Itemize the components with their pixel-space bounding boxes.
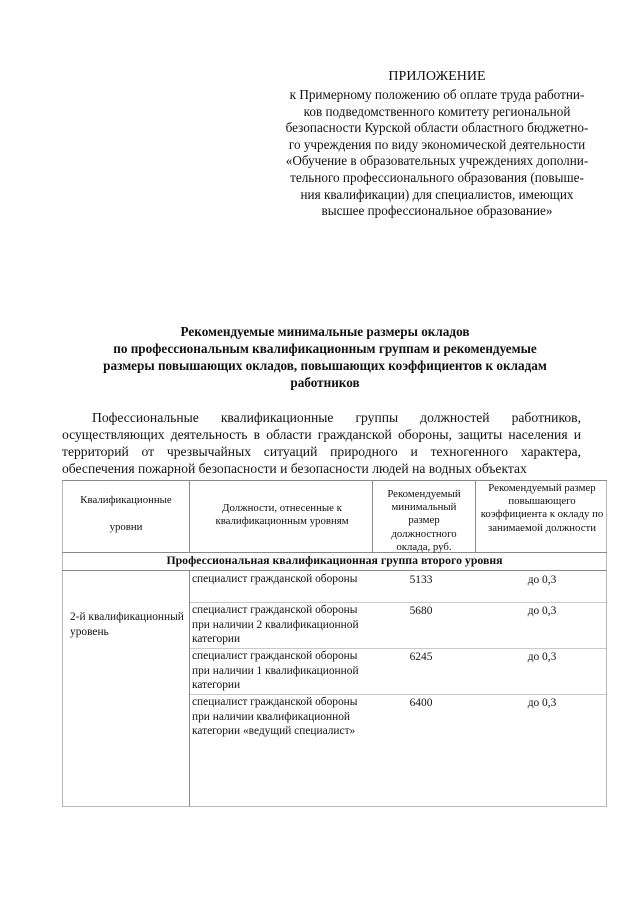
group-title: Профессиональная квалификационная группа второго уровня [166,553,503,567]
heading-line: по профессиональным квалификационным группам и рекомендуемые [113,341,537,356]
appendix-line: «Обучение в образовательных учреждениях дополни- [285,153,589,169]
position-cell: специалист гражданской обороны [192,573,358,585]
header-coefficient: Рекомендуемый размер повышающего коэффициента к окладу по занимаемой должности [480,482,604,534]
table-border [62,480,63,807]
qualification-level: 2-й квалификационный уровень [70,611,184,638]
salary-cell: 5133 [409,574,433,586]
salary-cell: 5680 [409,605,433,617]
heading-line: работников [290,375,360,390]
appendix-line: го учреждения по виду экономической деятельности [288,136,586,152]
column-divider [189,570,190,806]
salary-table [62,480,607,807]
coefficient-cell: до 0,3 [527,651,557,663]
coefficient-cell: до 0,3 [527,605,557,617]
header-level-line: Квалификационные [80,494,172,506]
header-level-line: уровни [109,521,143,534]
appendix-title: ПРИЛОЖЕНИЕ [388,69,486,84]
column-divider [189,480,190,552]
table-border [62,806,607,807]
header-salary: Рекомендуемый минимальный размер должностного оклада, руб. [387,488,461,553]
header-position: Должности, отнесенные к квалификационным уровням [215,502,349,528]
heading-line: Рекомендуемые минимальные размеры окладов [180,324,470,339]
column-divider [372,480,373,552]
appendix-line: безопасности Курской области областного бюджетно- [285,120,589,136]
intro-paragraph: Пофессиональные квалификационные группы должностей работников, осуществляющих деятельность в области гражданской обороны, защиты населения и территорий от чрезвычайных ситуаций природного и техногенного характера, обеспечения пожарной безопасности и безопасности людей на водных объектах [62,410,581,476]
appendix-line: тельного профессионального образования (повыше- [290,169,584,185]
heading-line: размеры повышающих окладов, повышающих коэффициентов к окладам [103,358,547,373]
salary-cell: 6245 [409,651,433,663]
row-divider [62,570,607,571]
appendix-block [262,68,612,220]
appendix-line: высшее профессиональное образование» [321,203,553,219]
position-cell: специалист гражданской обороны при наличии квалификационной категории «ведущий специалист» [192,696,358,737]
salary-cell: 6400 [409,697,433,709]
table-border [62,480,607,481]
position-cell: специалист гражданской обороны при наличии 1 квалификационной категории [192,650,359,691]
coefficient-cell: до 0,3 [527,697,557,709]
appendix-line: к Примерному положению об оплате труда работни- [289,87,585,102]
header-level [66,494,186,534]
coefficient-cell: до 0,3 [527,574,557,586]
column-divider [475,480,476,552]
document-heading [92,323,558,391]
table-border [606,480,607,807]
appendix-line: ков подведомственного комитету региональной [303,103,571,119]
appendix-line: ния квалификации) для специалистов, имеющих [300,186,574,202]
position-cell: специалист гражданской обороны при наличии 2 квалификационной категории [192,604,359,645]
